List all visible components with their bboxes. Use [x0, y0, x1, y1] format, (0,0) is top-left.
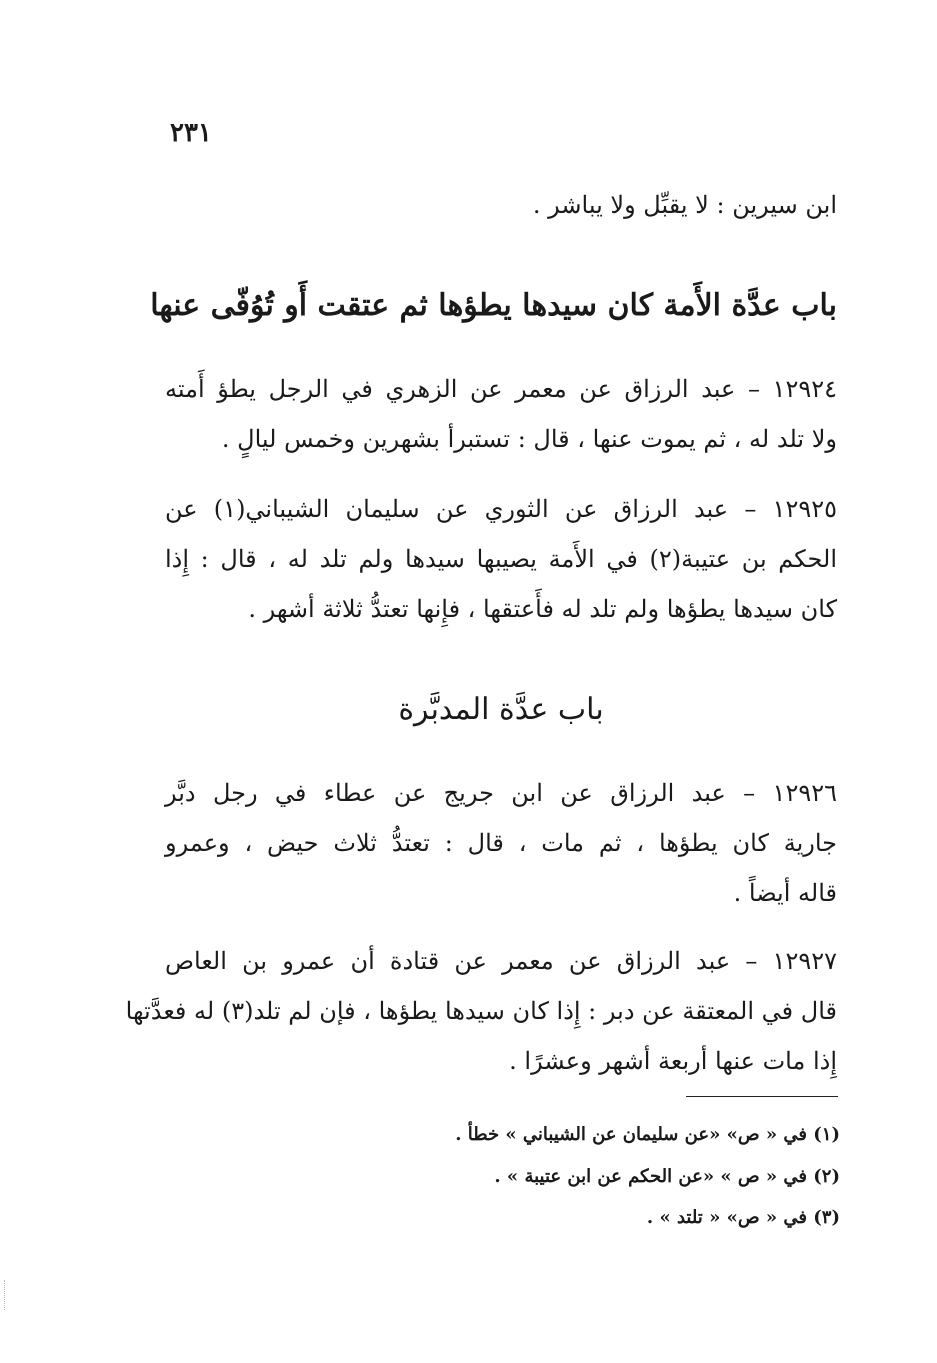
- hadith-line: ولا تلد له ، ثم يموت عنها ، قال : تستبرأ بشهرين وخمس ليالٍ .: [221, 425, 837, 453]
- hadith-12925: [165, 484, 837, 634]
- hadith-line: قاله أيضاً .: [733, 879, 837, 907]
- intro-text: [165, 180, 837, 230]
- page-number: ٢٣١: [170, 118, 212, 148]
- scan-speck: [4, 1280, 7, 1310]
- hadith-line: قال في المعتقة عن دبر : إِذا كان سيدها يطؤها ، فإن لم تلد(٣) له فعدَّتها: [125, 997, 837, 1025]
- footnote-3: (٣) في « ص» « تلتد » .: [646, 1207, 840, 1228]
- hadith-12926: [165, 768, 837, 918]
- chapter-title-1: باب عدَّة الأَمة كان سيدها يطؤها ثم عتقت أَو تُوُفّى عنها: [150, 288, 837, 323]
- footnote-2: (٢) في « ص » «عن الحكم عن ابن عتيبة » .: [494, 1166, 840, 1187]
- hadith-line: جارية كان يطؤها ، ثم مات ، قال : تعتدُّ ثلاث حيض ، وعمرو: [165, 829, 837, 857]
- footnote-1: (١) في « ص» «عن سليمان عن الشيباني » خطأ .: [455, 1124, 840, 1145]
- hadith-line: كان سيدها يطؤها ولم تلد له فأَعتقها ، فإِنها تعتدُّ ثلاثة أشهر .: [248, 595, 837, 623]
- hadith-line: ١٢٩٢٥ – عبد الرزاق عن الثوري عن سليمان الشيباني(١) عن: [165, 495, 837, 523]
- hadith-line: ١٢٩٢٤ – عبد الرزاق عن معمر عن الزهري في الرجل يطؤ أَمته: [165, 375, 837, 403]
- hadith-line: ١٢٩٢٦ – عبد الرزاق عن ابن جريج عن عطاء في رجل دبَّر: [165, 779, 837, 807]
- hadith-line: إِذا مات عنها أربعة أشهر وعشرًا .: [509, 1047, 837, 1075]
- chapter-title-2: باب عدَّة المدبَّرة: [398, 692, 604, 727]
- footnote-divider: [686, 1096, 838, 1097]
- hadith-line: الحكم بن عتيبة(٢) في الأَمة يصيبها سيدها ولم تلد له ، قال : إِذا: [165, 545, 838, 573]
- hadith-12924: [165, 364, 837, 464]
- hadith-line: ١٢٩٢٧ – عبد الرزاق عن معمر عن قتادة أن عمرو بن العاص: [165, 947, 837, 975]
- hadith-12927: [125, 936, 837, 1086]
- intro-line: ابن سيرين : لا يقبِّل ولا يباشر .: [532, 191, 837, 219]
